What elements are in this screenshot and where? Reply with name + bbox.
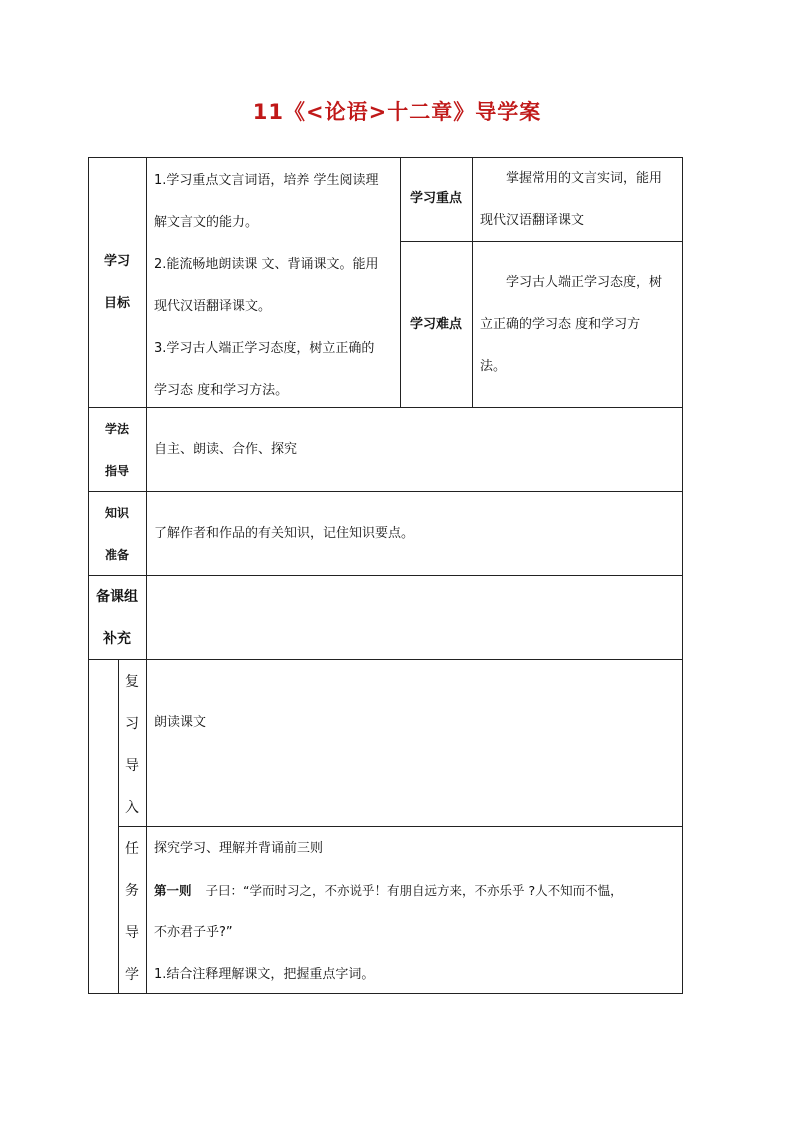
method-label: 学法 指导 [104,422,129,478]
task-intro: 探究学习、理解并背诵前三则 [154,841,324,856]
method-content: 自主、朗读、合作、探究 [154,442,298,457]
knowledge-content: 了解作者和作品的有关知识，记住知识要点。 [154,526,415,541]
difficulties-label: 学习难点 [409,317,462,332]
task-quote-line1: 第一则 子曰：“学而时习之，不亦说乎！有朋自远方来，不亦乐乎 ?人不知而不愠， [154,883,623,898]
task-step-1: 1.结合注释理解课文，把握重点字词。 [154,967,375,982]
objective-item-2-line1: 2.能流畅地朗读课 文、背诵课文。能用 [154,257,379,272]
objectives-content [154,160,398,412]
key-points-label: 学习重点 [409,191,462,206]
task-section-label: 第一则 [154,883,192,898]
supplement-label: 备课组 补充 [96,589,138,647]
review-content: 朗读课文 [154,715,207,730]
objective-item-3-line1: 3.学习古人端正学习态度，树立正确的 [154,341,375,356]
objective-item-1-line2: 解文言文的能力。 [154,215,259,230]
task-content [154,828,680,996]
task-quote-line2: 不亦君子乎?” [154,925,233,940]
review-label: 复 习 导 入 [125,674,139,816]
key-points-content: 掌握常用的文言实词，能用 现代汉语翻译课文 [480,171,663,228]
objective-item-1-line1: 1.学习重点文言词语，培养 学生阅读理 [154,173,379,188]
objectives-label: 学习 目标 [103,254,130,311]
knowledge-label: 知识 准备 [104,506,129,562]
task-label: 任 务 导 学 [125,841,139,983]
document-title: 11《<论语>十二章》导学案 [252,100,542,124]
objective-item-2-line2: 现代汉语翻译课文。 [154,299,272,314]
difficulties-content: 学习古人端正学习态度，树 立正确的学习态 度和学习方 法。 [480,275,663,374]
objective-item-3-line2: 学习态 度和学习方法。 [154,383,289,398]
